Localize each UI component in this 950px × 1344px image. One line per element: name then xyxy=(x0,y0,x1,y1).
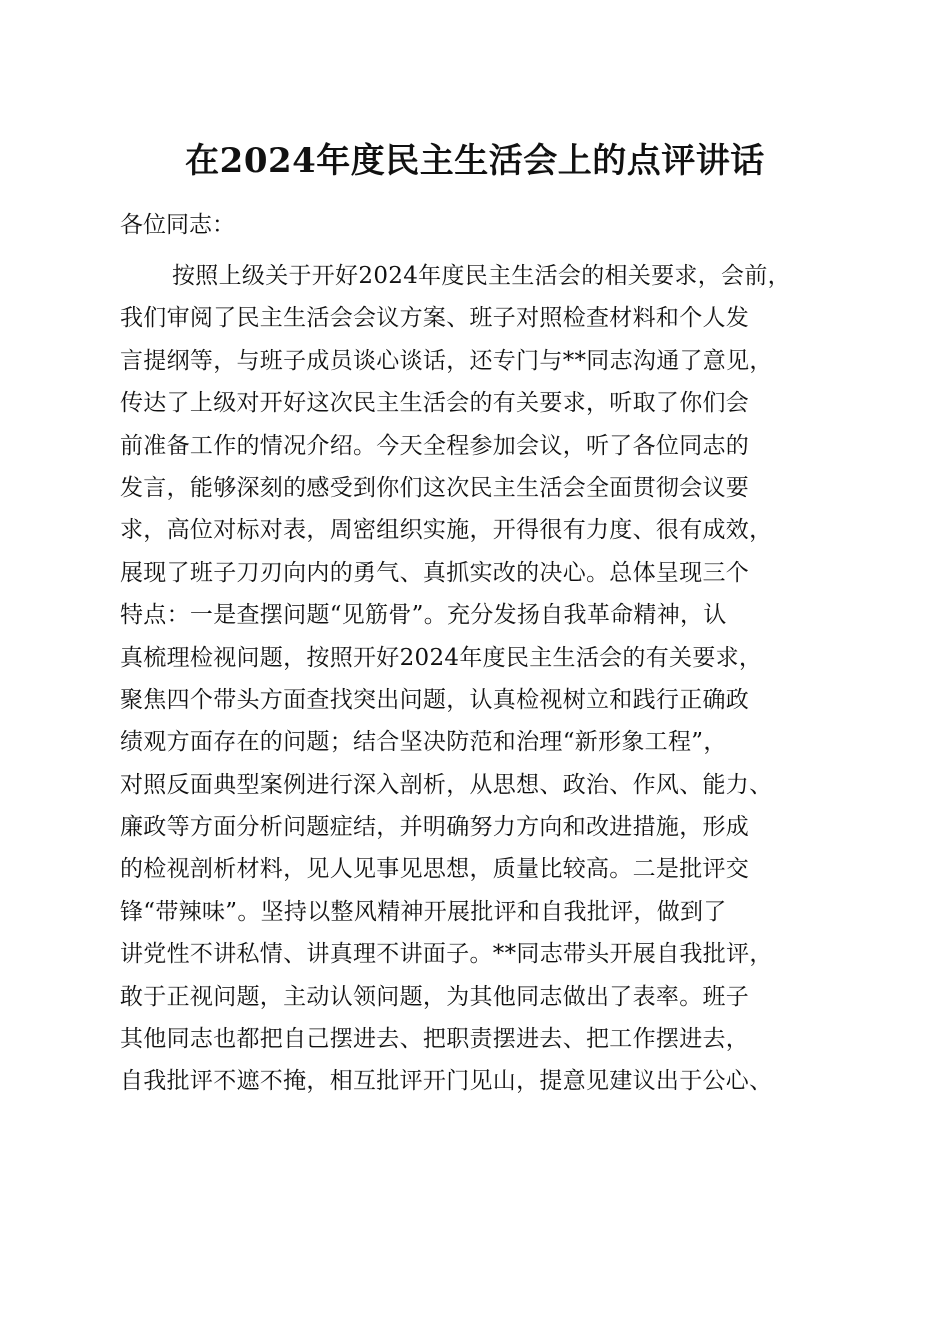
text-line: 传达了上级对开好这次民主生活会的有关要求，听取了你们会 xyxy=(120,390,750,417)
text-line: 讲党性不讲私情、讲真理不讲面子。**同志带头开展自我批评， xyxy=(120,941,773,968)
text-line: 我们审阅了民主生活会会议方案、班子对照检查材料和个人发 xyxy=(120,305,750,332)
text-line: 按照上级关于开好2024年度民主生活会的相关要求，会前， xyxy=(172,263,791,289)
text-line: 锋“带辣味”。坚持以整风精神开展批评和自我批评，做到了 xyxy=(120,898,727,925)
text-line: 特点：一是查摆问题“见筋骨”。充分发扬自我革命精神，认 xyxy=(120,602,727,629)
text-line: 言提纲等，与班子成员谈心谈话，还专门与**同志沟通了意见， xyxy=(120,347,773,374)
text-line: 发言，能够深刻的感受到你们这次民主生活会全面贯彻会议要 xyxy=(120,474,750,501)
text-line: 的检视剖析材料，见人见事见思想，质量比较高。二是批评交 xyxy=(120,856,750,883)
salutation: 各位同志： xyxy=(120,212,235,238)
text-line: 前准备工作的情况介绍。今天全程参加会议，听了各位同志的 xyxy=(120,432,750,459)
text-line: 其他同志也都把自己摆进去、把职责摆进去、把工作摆进去， xyxy=(120,1026,750,1053)
text-line: 自我批评不遮不掩，相互批评开门见山，提意见建议出于公心、 xyxy=(120,1068,773,1095)
body-paragraph xyxy=(120,255,840,1103)
text-line: 廉政等方面分析问题症结，并明确努力方向和改进措施，形成 xyxy=(120,814,750,841)
page-title: 在2024年度民主生活会上的点评讲话 xyxy=(185,141,765,181)
text-line: 绩观方面存在的问题；结合坚决防范和治理“新形象工程”， xyxy=(120,729,727,756)
text-line: 求，高位对标对表，周密组织实施，开得很有力度、很有成效， xyxy=(120,517,773,544)
text-line: 展现了班子刀刃向内的勇气、真抓实改的决心。总体呈现三个 xyxy=(120,559,750,586)
text-line: 对照反面典型案例进行深入剖析，从思想、政治、作风、能力、 xyxy=(120,771,773,798)
text-line: 真梳理检视问题，按照开好2024年度民主生活会的有关要求， xyxy=(120,644,763,671)
text-line: 聚焦四个带头方面查找突出问题，认真检视树立和践行正确政 xyxy=(120,686,750,713)
text-line: 敢于正视问题，主动认领问题，为其他同志做出了表率。班子 xyxy=(120,983,750,1010)
